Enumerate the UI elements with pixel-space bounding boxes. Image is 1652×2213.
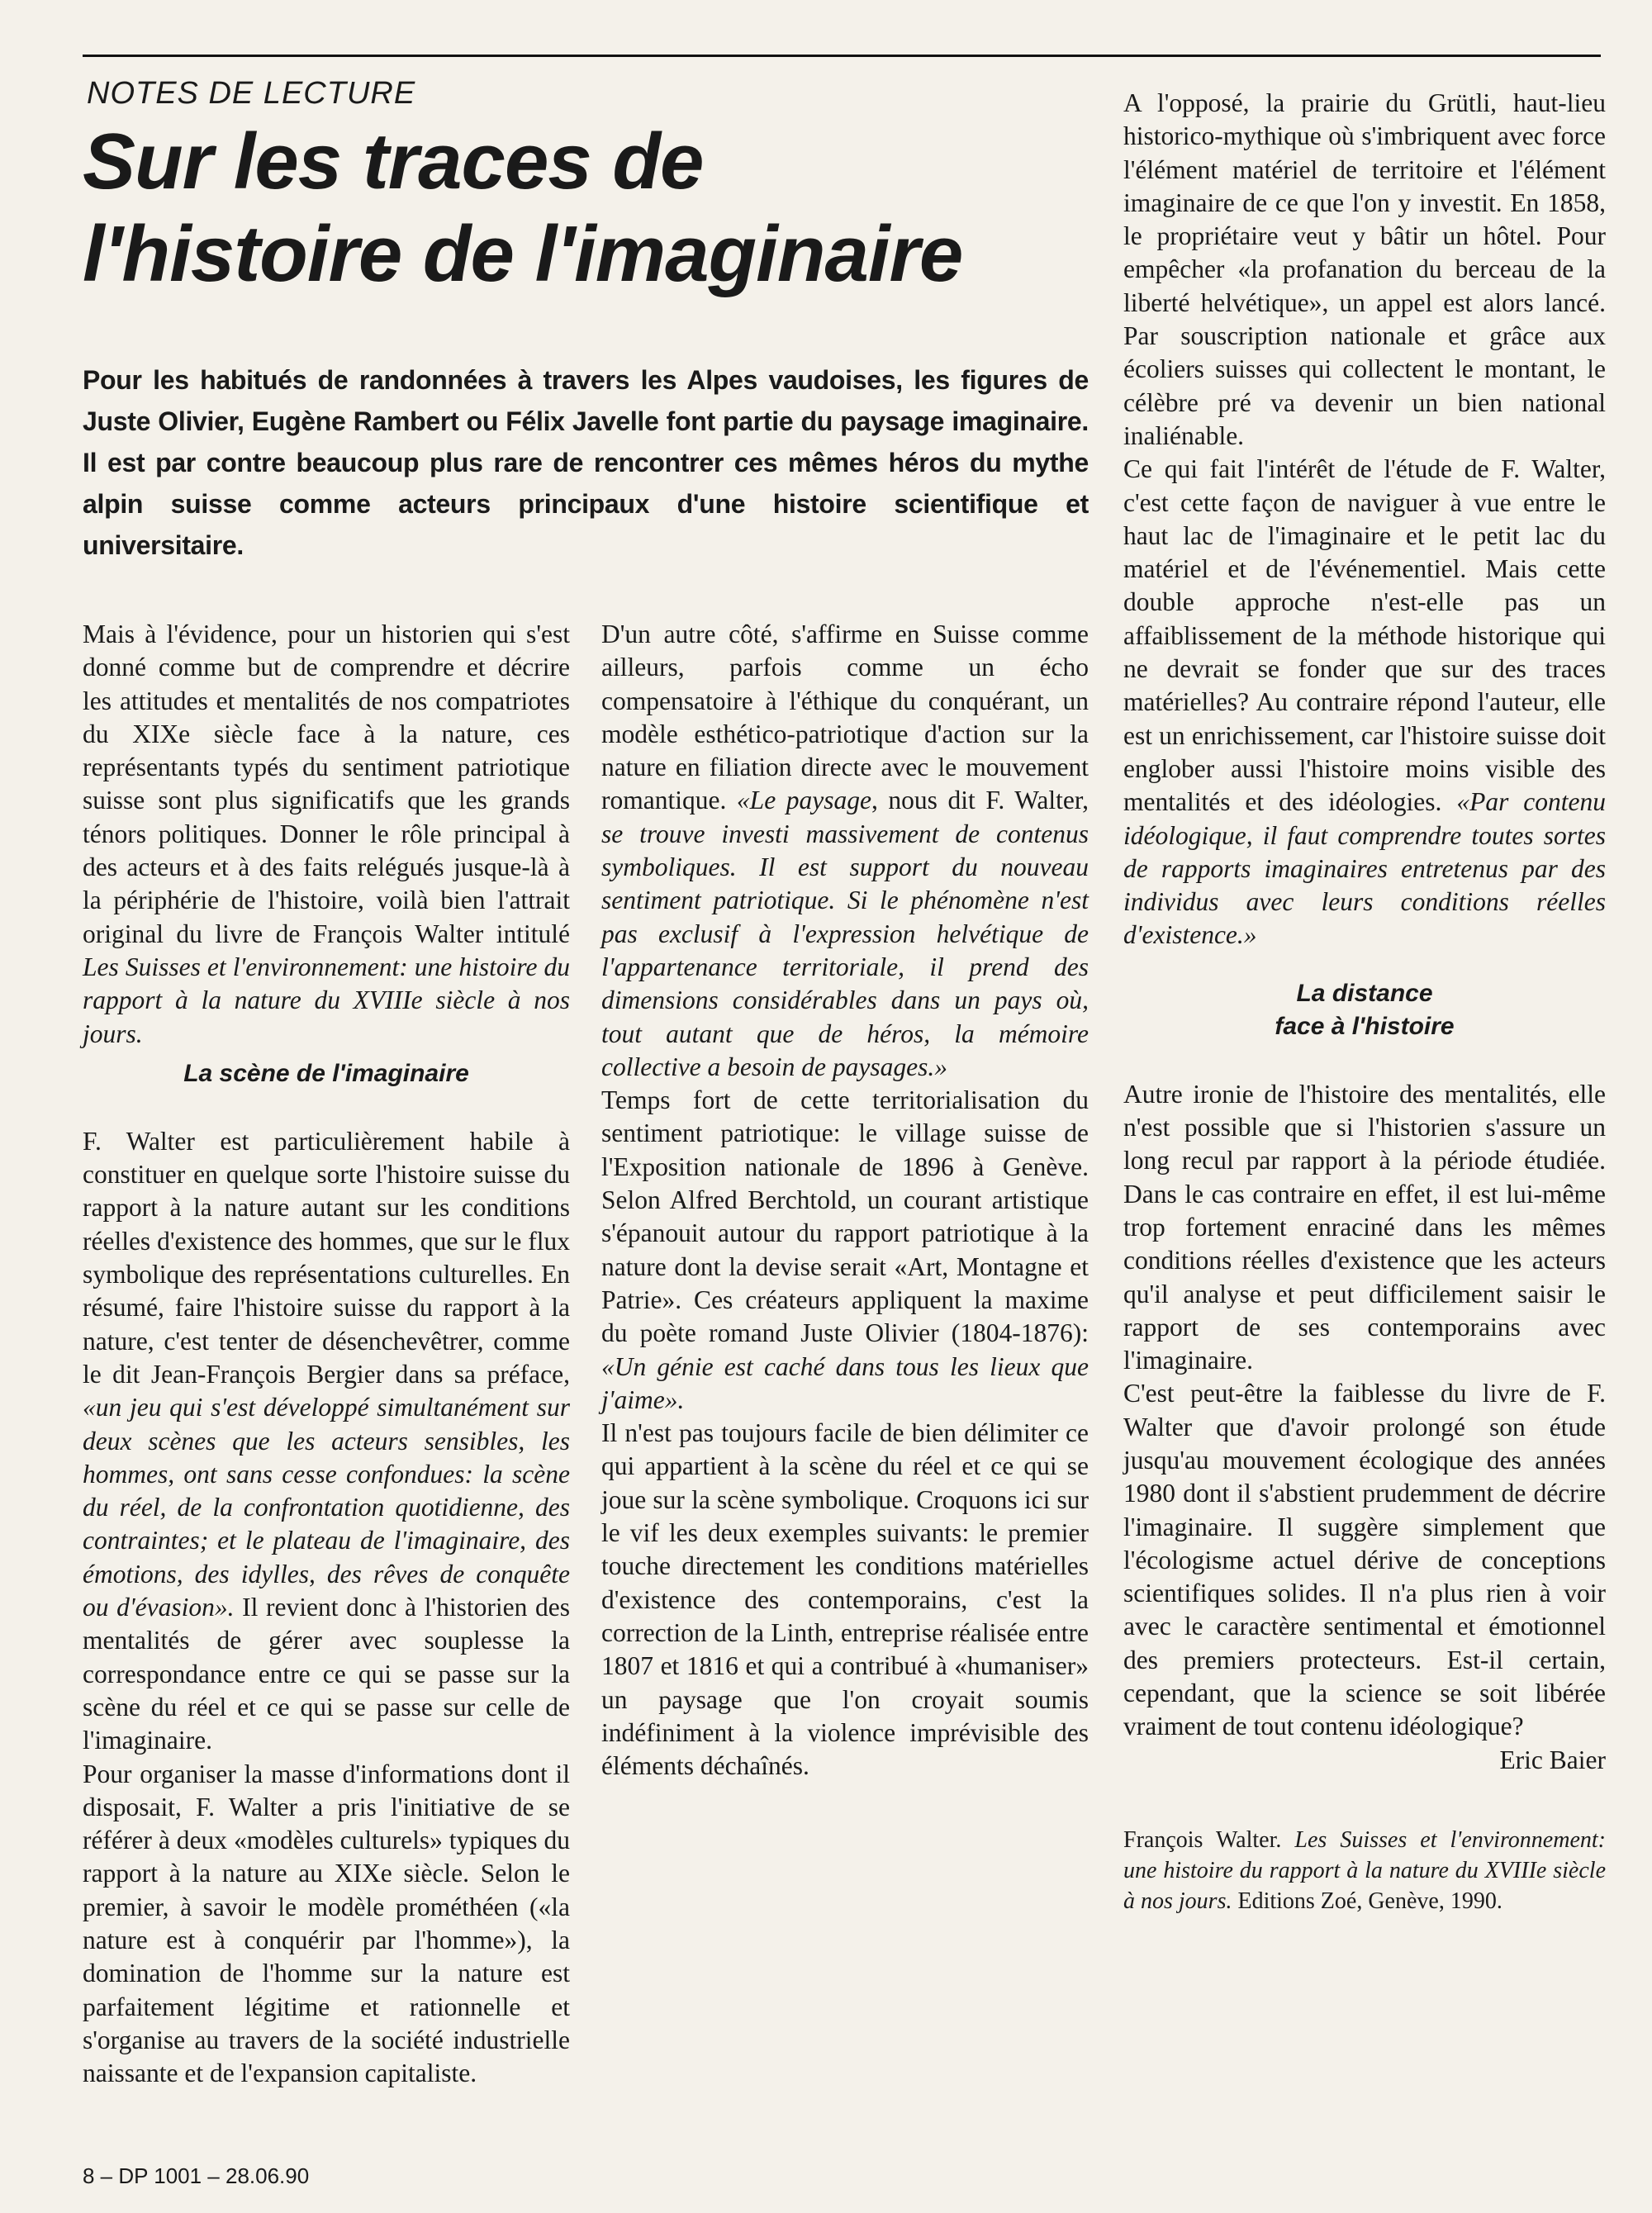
top-rule [83,55,1601,57]
paragraph-4 [601,618,1089,1084]
column-3 [1123,87,1606,1916]
author-signature: Eric Baier [1499,1745,1606,1774]
subheading-distance [1123,977,1606,1043]
bergier-quote: «un jeu qui s'est développé simultanément sur deux scènes que les acteurs sensibles, les hommes, ont sans cesse confondues: la scène du réel, de la confrontation quotidienne, des contraintes; et le plateau de l'imaginaire, des émotions, des idylles, des rêves de conquête ou d'évasion». [83,1393,570,1622]
reference-author: François Walter. [1123,1826,1295,1853]
page-footer: 8 – DP 1001 – 28.06.90 [83,2163,310,2188]
paragraph-8 [1123,453,1606,952]
paragraph-9: Autre ironie de l'histoire des mentalités, elle n'est possible que si l'historien s'assure un long recul par rapport à la période étudiée. Dans le cas contraire en effet, il est lui-même trop fortement enraciné dans les mêmes conditions réelles d'existence que les acteurs qu'il analyse et peut difficilement saisir le rapport de ses contemporains avec l'imaginaire. [1123,1079,1606,1375]
article-lead: Pour les habitués de randonnées à travers les Alpes vaudoises, les figures de Juste Olivier, Eugène Rambert ou Félix Javelle font partie du paysage imaginaire. Il est par contre beaucoup plus rare de rencontrer ces mêmes héros du mythe alpin suisse comme acteurs principaux d'une histoire scientifique et universitaire. [83,365,1089,560]
book-title: Les Suisses et l'environnement: une histoire du rapport à la nature du XVIIIe siècle à nos jours. [83,952,570,1048]
section-kicker: NOTES DE LECTURE [87,76,416,111]
paragraph-3: Pour organiser la masse d'informations dont il disposait, F. Walter a pris l'initiative de se référer à deux «modèles culturels» typiques du rapport à la nature au XIXe siècle. Selon le premier, à savoir le modèle prométhéen («la nature est à conquérir par l'homme»), la domination de l'homme sur la nature est parfaitement légitime et rationnelle et s'organise au travers de la société industrielle naissante et de l'expansion capitaliste. [83,1759,570,2088]
paragraph-text: D'un autre côté, s'affirme en Suisse comme ailleurs, parfois comme un écho compensatoire à l'éthique du conquérant, un modèle esthético-patriotique d'action sur la nature en filiation directe avec le mouvement romantique. [601,620,1089,815]
article-title [83,116,1107,301]
paragraph-text: Mais à l'évidence, pour un historien qui s'est donné comme but de comprendre et décrire les attitudes et mentalités de nos compatriotes du XIXe siècle face à la nature, ces représentants typés du sentiment patriotique suisse sont plus significatifs que les grands ténors politiques. Donner le rôle principal à des acteurs et à des faits relégués jusque-là à la périphérie de l'histoire, voilà bien l'attrait original du livre de François Walter intitulé [83,620,570,948]
paragraph-10: C'est peut-être la faiblesse du livre de F. Walter que d'avoir prolongé son étude jusqu'au mouvement écologique des années 1980 dont il s'abstient prudemment de décrire l'imaginaire. Il suggère simplement que l'écologisme actuel dérive de conceptions scientifiques solides. Il n'a plus rien à voir avec le caractère sentimental et émotionnel des premiers protecteurs. Est-il certain, cependant, que la science se soit libérée vraiment de tout contenu idéologique? [1123,1379,1606,1741]
paragraph-text: , nous dit F. Walter, [871,786,1089,815]
paragraph-1 [83,618,570,1051]
walter-quote: se trouve investi massivement de contenus symboliques. Il est support du nouveau sentiment patriotique. Si le phénomène n'est pas exclusif à l'expression helvétique de l'appartenance territoriale, il prend des dimensions considérables dans un pays où, tout autant que de héros, la mémoire collective a besoin de paysages.» [601,819,1089,1081]
walter-quote-start: «Le paysage [736,786,871,815]
paragraph-7: A l'opposé, la prairie du Grütli, haut-lieu historico-mythique où s'imbriquent avec force l'élément matériel de territoire et l'élément imaginaire de ce que l'on y investit. En 1858, le propriétaire veut y bâtir un hôtel. Pour empêcher «la profanation du berceau de la liberté helvétique», un appel est alors lancé. Par souscription nationale et grâce aux écoliers suisses qui collectent le montant, le célèbre pré va devenir un bien national inaliénable. [1123,88,1606,450]
paragraph-5 [601,1084,1089,1417]
ideology-quote: «Par contenu idéologique, il faut comprendre toutes sortes de rapports imaginaires entretenus par des individus avec leurs conditions réelles d'existence.» [1123,787,1606,950]
subheading-line: La distance [1296,979,1433,1007]
title-line-2: l'histoire de l'imaginaire [83,210,963,298]
subheading-line: face à l'histoire [1275,1012,1455,1040]
column-2 [601,618,1089,1783]
paragraph-text: Ce qui fait l'intérêt de l'étude de F. Walter, c'est cette façon de naviguer à vue entre le haut lac de l'imaginaire et le petit lac du matériel et de l'événementiel. Mais cette double approche n'est-elle pas un affaiblissement de la méthode historique qui ne devrait se fonder que sur des traces matérielles? Au contraire répond l'auteur, elle est un enrichissement, car l'histoire suisse doit englober aussi l'histoire moins visible des mentalités et des idéologies. [1123,454,1606,817]
paragraph-6: Il n'est pas toujours facile de bien délimiter ce qui appartient à la scène du réel et ce qui se joue sur la scène symbolique. Croquons ici sur le vif les deux exemples suivants: le premier touche directement les conditions matérielles d'existence des contemporains, c'est la correction de la Linth, entreprise réalisée entre 1807 et 1816 et qui a contribué à «humaniser» un paysage que l'on croyait soumis indéfiniment à la violence imprévisible des éléments déchaînés. [601,1418,1089,1781]
paragraph-text: Temps fort de cette territorialisation du sentiment patriotique: le village suisse de l'Exposition nationale de 1896 à Genève. Selon Alfred Berchtold, un courant artistique s'épanouit autour du rapport patriotique à la nature dont la devise serait «Art, Montagne et Patrie». Ces créateurs appliquent la maxime du poète romand Juste Olivier (1804-1876): [601,1085,1089,1348]
reference-book-title: Les Suisses et l'environnement: une histoire du rapport à la nature du XVIIIe siècle à nos jours. [1123,1826,1606,1914]
reference-publisher: Editions Zoé, Genève, 1990. [1232,1888,1502,1914]
book-reference [1123,1825,1606,1916]
column-1 [83,618,570,2090]
subheading-scene: La scène de l'imaginaire [183,1059,469,1087]
olivier-quote: «Un génie est caché dans tous les lieux que j'aime». [601,1351,1089,1414]
paragraph-text: F. Walter est particulièrement habile à constituer en quelque sorte l'histoire suisse du rapport à la nature autant sur les conditions réelles d'existence des hommes, que sur le flux symbolique des représentations culturelles. En résumé, faire l'histoire suisse du rapport à la nature, c'est tenter de désenchevêtrer, comme le dit Jean-François Bergier dans sa préface, [83,1126,570,1389]
paragraph-2 [83,1125,570,1758]
title-line-1: Sur les traces de [83,117,704,206]
paragraph-text: Il revient donc à l'historien des mentalités de gérer avec souplesse la correspondance entre ce qui se passe sur la scène du réel et ce qui se passe sur celle de l'imaginaire. [83,1593,570,1755]
